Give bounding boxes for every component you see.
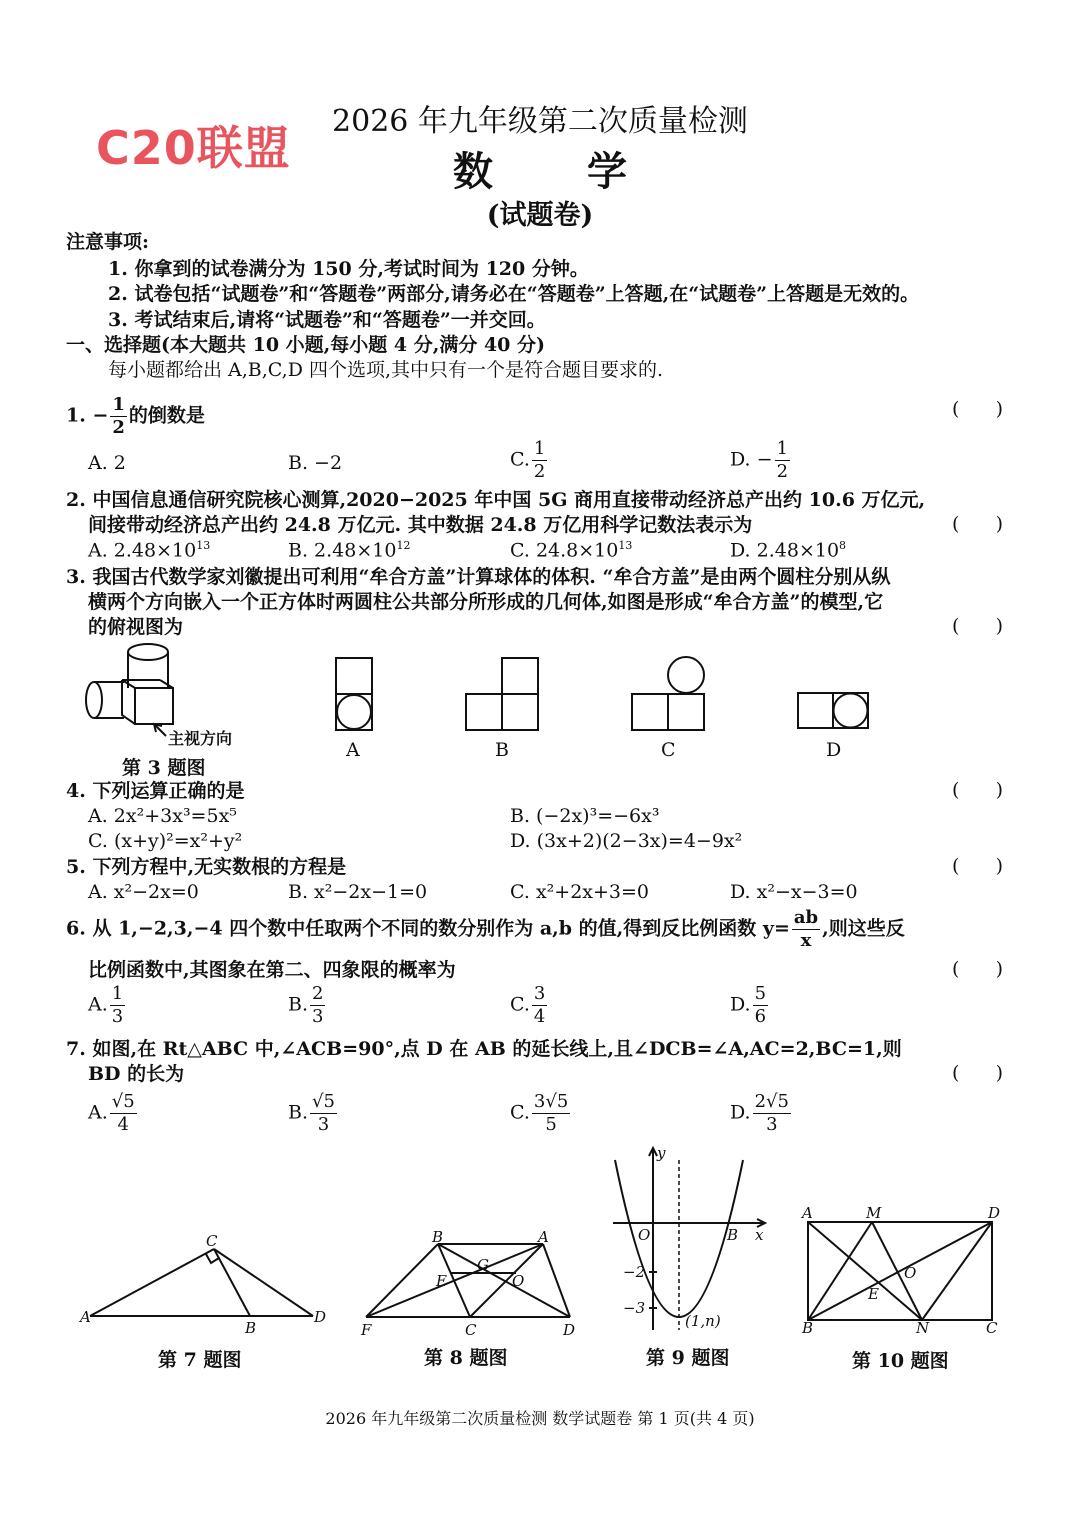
q5-option-a: A. x²−2x=0: [88, 881, 199, 903]
q4-option-c: C. (x+y)²=x²+y²: [88, 830, 243, 852]
exam-title: 2026 年九年级第二次质量检测: [332, 104, 748, 139]
question-4: 4. 下列运算正确的是: [66, 780, 245, 802]
fig10-point-d: D: [988, 1204, 1001, 1222]
q7-option-d: D. $\frac{2√5}{3}$: [730, 1091, 789, 1135]
fig10-point-a: A: [802, 1204, 813, 1222]
section-heading: 一、选择题(本大题共 10 小题,每小题 4 分,满分 40 分): [66, 334, 545, 356]
subject-title: 数 学: [453, 148, 667, 195]
q4-option-a: A. 2x²+3x³=5x⁵: [88, 805, 237, 827]
paper-type: (试题卷): [486, 200, 594, 231]
q2-option-b: B. $2.48\times 10^{12}$: [288, 539, 411, 562]
fig8-point-c: C: [465, 1321, 477, 1339]
q2-option-d: D. $2.48\times 10^8$: [730, 539, 847, 562]
q7-option-b: B. $\frac{√5}{3}$: [288, 1091, 335, 1135]
answer-bracket-6: ( ): [952, 958, 1004, 980]
q4-option-d: D. (3x+2)(2−3x)=4−9x²: [510, 830, 743, 852]
answer-bracket-7: ( ): [952, 1062, 1004, 1084]
question-3-line-2: 横两个方向嵌入一个正方体时两圆柱公共部分所形成的几何体,如图是形成“牟合方盖”的模型,它: [88, 591, 884, 613]
fig8-point-d: D: [563, 1321, 576, 1339]
page-footer: 2026 年九年级第二次质量检测 数学试题卷 第 1 页(共 4 页): [325, 1409, 755, 1428]
answer-bracket-1: ( ): [952, 398, 1004, 420]
q3-option-d-figure: [797, 692, 869, 730]
q1-option-b: B. −2: [288, 452, 343, 474]
q1-option-c: C. $\frac{1}{2}$: [510, 438, 546, 482]
q3-option-a-figure: [335, 657, 373, 731]
note-item-2: 2. 试卷包括“试题卷”和“答题卷”两部分,请务必在“答题卷”上答题,在“试题卷”上答题是无效的。: [108, 283, 920, 305]
fig8-point-o: O: [512, 1272, 525, 1290]
question-3-line-1: 3. 我国古代数学家刘徽提出可利用“牟合方盖”计算球体的体积. “牟合方盖”是由两个圆柱分别从纵: [66, 566, 891, 588]
question-1: 1. − $\frac{1}{2}$ 的倒数是: [66, 394, 205, 438]
figure-9: [605, 1140, 775, 1340]
q6-option-a: A. $\frac{1}{3}$: [88, 983, 124, 1027]
figure-8-caption: 第 8 题图: [424, 1347, 508, 1369]
fig8-point-b: B: [432, 1228, 444, 1246]
fig9-origin-label: O: [638, 1226, 651, 1244]
q6-option-c: C. $\frac{3}{4}$: [510, 983, 546, 1027]
q3-label-c: C: [661, 739, 676, 761]
fig7-point-c: C: [206, 1232, 218, 1250]
logo-watermark: C20联盟: [96, 121, 291, 175]
figure-3-caption: 第 3 题图: [122, 757, 206, 779]
figure-8: [358, 1228, 588, 1342]
answer-bracket-2: ( ): [952, 513, 1004, 535]
q2-option-c: C. $24.8\times 10^{13}$: [510, 539, 633, 562]
fig10-point-n: N: [916, 1319, 930, 1337]
fig10-point-e: E: [868, 1285, 879, 1303]
question-6-line-1: 6. 从 1,−2,3,−4 四个数中任取两个不同的数分别作为 a,b 的值,得到反比例函数 y= $\frac{ab}{x}$ ,则这些反: [66, 907, 905, 951]
figure-10-caption: 第 10 题图: [852, 1350, 949, 1372]
fig10-point-c: C: [986, 1319, 998, 1337]
fig9-b-label: B: [727, 1226, 739, 1244]
question-2-line-2: 间接带动经济总产出约 24.8 万亿元. 其中数据 24.8 万亿用科学记数法表示为: [88, 514, 753, 536]
figure-10: [800, 1202, 1010, 1337]
fig9-x-label: x: [755, 1226, 764, 1244]
q3-label-b: B: [495, 739, 509, 761]
q3-label-a: A: [346, 739, 360, 761]
note-item-1: 1. 你拿到的试卷满分为 150 分,考试时间为 120 分钟。: [108, 258, 589, 280]
notes-heading: 注意事项:: [66, 231, 150, 253]
q5-option-b: B. x²−2x−1=0: [288, 881, 428, 903]
figure-9-caption: 第 9 题图: [646, 1347, 730, 1369]
fig9-tick-minus3: −3: [623, 1299, 646, 1317]
fig10-point-m: M: [866, 1204, 882, 1222]
q1-option-a: A. 2: [88, 452, 126, 474]
fig7-point-d: D: [314, 1308, 327, 1326]
answer-bracket-5: ( ): [952, 855, 1004, 877]
fig8-point-g: G: [477, 1256, 489, 1274]
q6-option-b: B. $\frac{2}{3}$: [288, 983, 324, 1027]
view-direction-label: 主视方向: [168, 729, 233, 748]
fig8-point-e: E: [436, 1272, 447, 1290]
question-5: 5. 下列方程中,无实数根的方程是: [66, 856, 347, 878]
figure-7-caption: 第 7 题图: [158, 1349, 242, 1371]
q6-option-d: D. $\frac{5}{6}$: [730, 983, 767, 1027]
fig7-point-a: A: [80, 1308, 91, 1326]
q3-option-b-figure: [465, 657, 539, 731]
fig10-point-b: B: [802, 1319, 814, 1337]
question-7-line-2: BD 的长为: [88, 1063, 185, 1085]
answer-bracket-3: ( ): [952, 615, 1004, 637]
fig9-vertex-label: (1,n): [685, 1312, 721, 1330]
q7-option-c: C. $\frac{3√5}{5}$: [510, 1091, 569, 1135]
question-6-line-2: 比例函数中,其图象在第二、四象限的概率为: [88, 959, 456, 981]
q2-option-a: A. $2.48\times 10^{13}$: [88, 539, 211, 562]
q5-option-c: C. x²+2x+3=0: [510, 881, 650, 903]
answer-bracket-4: ( ): [952, 779, 1004, 801]
note-item-3: 3. 考试结束后,请将“试题卷”和“答题卷”一并交回。: [108, 309, 546, 331]
section-instruction: 每小题都给出 A,B,C,D 四个选项,其中只有一个是符合题目要求的.: [108, 359, 664, 381]
figure-7: [80, 1232, 330, 1342]
fig9-y-label: y: [657, 1144, 666, 1162]
fig10-point-o: O: [904, 1264, 917, 1282]
question-7-line-1: 7. 如图,在 Rt△ABC 中,∠ACB=90°,点 D 在 AB 的延长线上,且∠DCB=∠A,AC=2,BC=1,则: [66, 1038, 902, 1060]
fig7-point-b: B: [245, 1319, 257, 1337]
fig8-point-f: F: [361, 1321, 372, 1339]
q5-option-d: D. x²−x−3=0: [730, 881, 858, 903]
q4-option-b: B. (−2x)³=−6x³: [510, 805, 660, 827]
q3-label-d: D: [826, 739, 842, 761]
fig8-point-a: A: [538, 1228, 549, 1246]
fig9-tick-minus2: −2: [623, 1263, 646, 1281]
q3-option-c-figure: [631, 655, 705, 731]
q7-option-a: A. $\frac{√5}{4}$: [88, 1091, 135, 1135]
q1-option-d: D. − $\frac{1}{2}$: [730, 438, 789, 482]
question-2-line-1: 2. 中国信息通信研究院核心测算,2020−2025 年中国 5G 商用直接带动经济总产出约 10.6 万亿元,: [66, 489, 926, 511]
question-3-line-3: 的俯视图为: [88, 616, 184, 638]
